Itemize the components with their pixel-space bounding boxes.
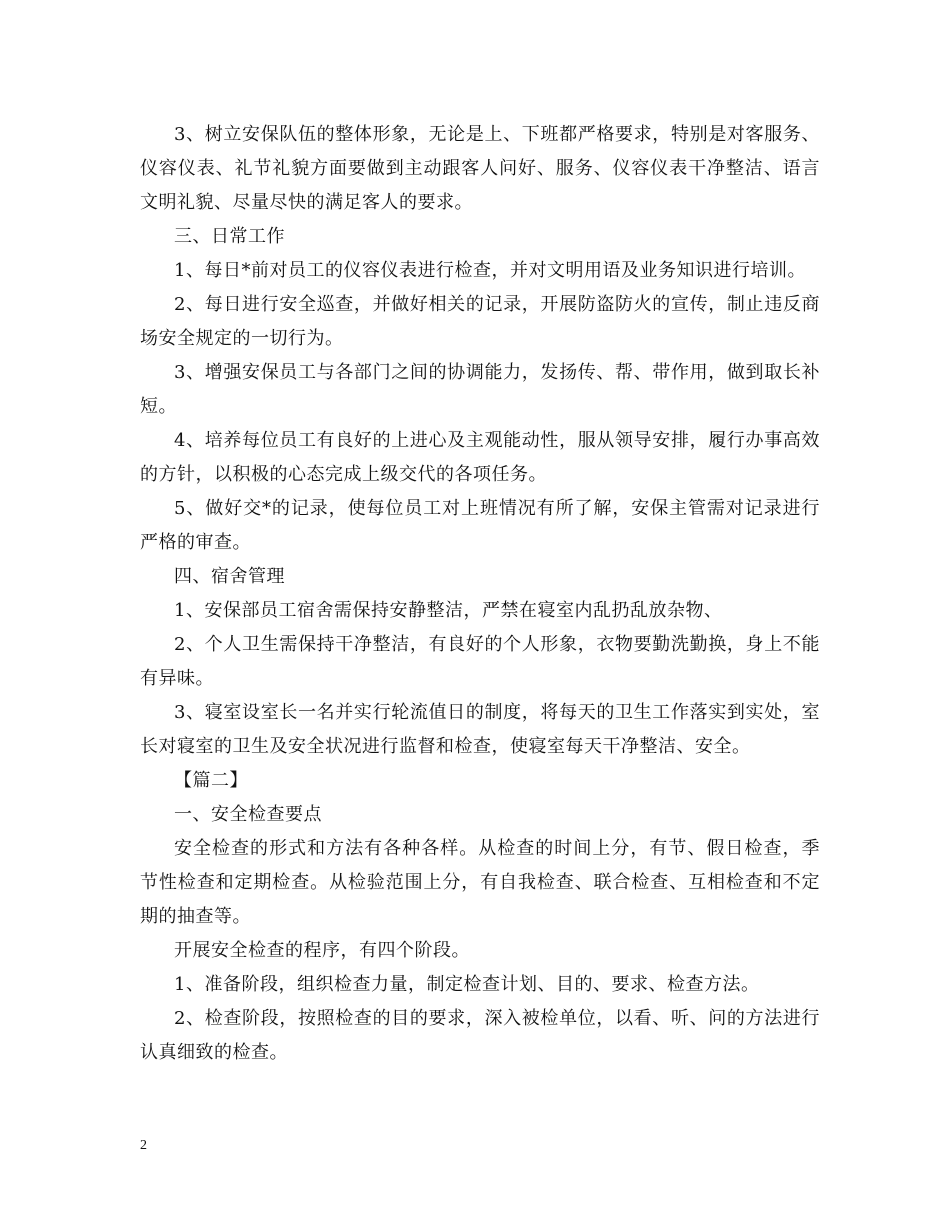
page-number: 2: [140, 1138, 147, 1153]
section-heading: 四、宿舍管理: [174, 566, 285, 587]
paragraph: 4、培养每位员工有良好的上进心及主观能动性，服从领导安排，履行办事高效的方针，以积极的心态完成上级交代的各项任务。: [140, 430, 820, 485]
paragraph: 5、做好交*的记录，使每位员工对上班情况有所了解，安保主管需对记录进行严格的审查。: [140, 498, 820, 553]
paragraph: 1、准备阶段，组织检查力量，制定检查计划、目的、要求、检查方法。: [174, 974, 760, 995]
paragraph: 2、检查阶段，按照检查的目的要求，深入被检单位，以看、听、问的方法进行认真细致的检查。: [140, 1008, 820, 1063]
paragraph: 2、个人卫生需保持干净整洁，有良好的个人形象，衣物要勤洗勤换，身上不能有异味。: [140, 634, 820, 689]
paragraph: 2、每日进行安全巡查，并做好相关的记录，开展防盗防火的宣传，制止违反商场安全规定的一切行为。: [140, 294, 820, 349]
part-heading: 【篇二】: [174, 770, 248, 791]
paragraph: 3、寝室设室长一名并实行轮流值日的制度，将每天的卫生工作落实到实处，室长对寝室的卫生及安全状况进行监督和检查，使寝室每天干净整洁、安全。: [140, 702, 820, 757]
paragraph: 1、安保部员工宿舍需保持安静整洁，严禁在寝室内乱扔乱放杂物、: [174, 600, 723, 621]
paragraph: 3、树立安保队伍的整体形象，无论是上、下班都严格要求，特别是对客服务、仪容仪表、礼节礼貌方面要做到主动跟客人问好、服务、仪容仪表干净整洁、语言文明礼貌、尽量尽快的满足客人的要求。: [140, 124, 820, 213]
paragraph: 开展安全检查的程序，有四个阶段。: [174, 940, 470, 961]
section-heading: 三、日常工作: [174, 226, 285, 247]
document-body: [140, 118, 820, 1070]
section-heading: 一、安全检查要点: [174, 804, 322, 825]
paragraph: 安全检查的形式和方法有各种各样。从检查的时间上分，有节、假日检查，季节性检查和定期检查。从检验范围上分，有自我检查、联合检查、互相检查和不定期的抽查等。: [140, 838, 820, 927]
paragraph: 3、增强安保员工与各部门之间的协调能力，发扬传、帮、带作用，做到取长补短。: [140, 362, 820, 417]
paragraph: 1、每日*前对员工的仪容仪表进行检查，并对文明用语及业务知识进行培训。: [174, 260, 806, 281]
